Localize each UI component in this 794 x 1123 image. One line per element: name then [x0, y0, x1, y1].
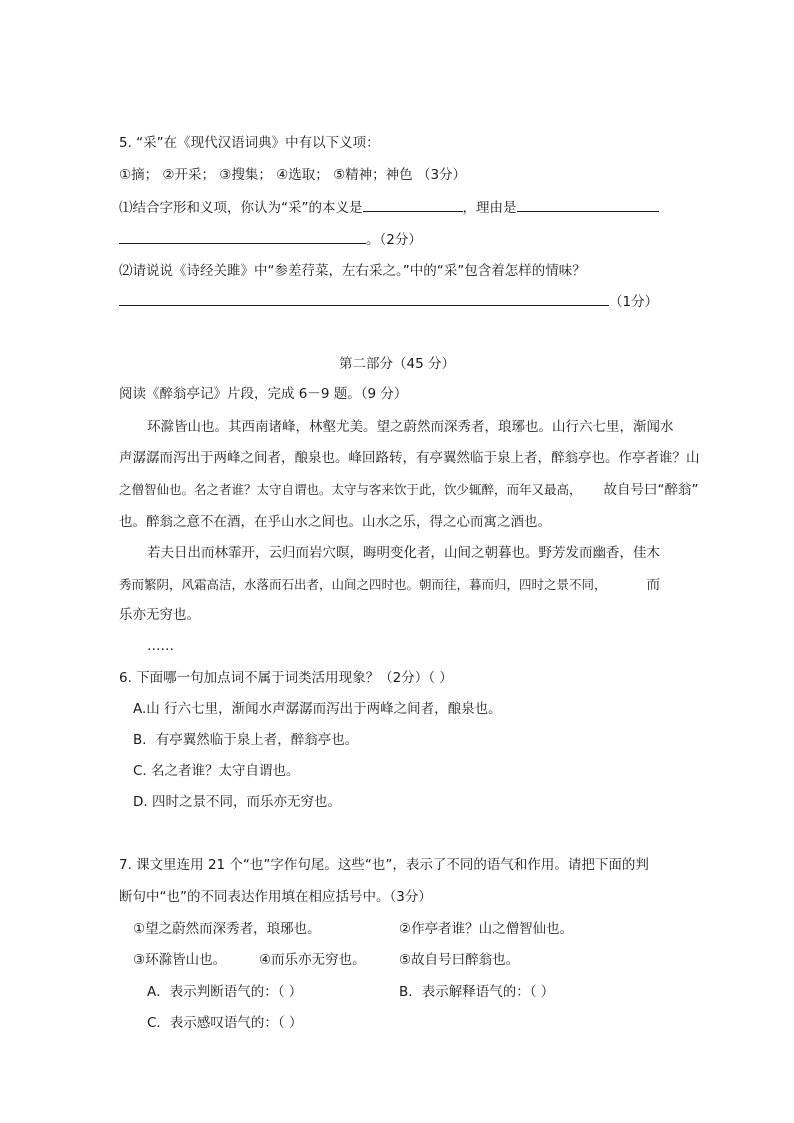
passage-p1-l2: 声潺潺而泻出于两峰之间者，酿泉也。峰回路转，有亭翼然临于泉上者，醉翁亭也。作亭者谁？山 — [119, 450, 700, 466]
q6-option-b[interactable]: B．有亭翼然临于泉上者，醉翁亭也。 — [133, 732, 359, 748]
part2-intro: 阅读《醉翁亭记》片段，完成 6－9 题。（9 分） — [119, 386, 408, 402]
q5-stem: 5. “采”在《现代汉语词典》中有以下义项： — [119, 135, 380, 151]
q7-choice-c[interactable]: C．表示感叹语气的：（ ） — [147, 1015, 303, 1031]
q7-item-3: ③环滁皆山也。 — [133, 952, 227, 968]
q6-option-d[interactable]: D. 四时之景不同，而乐亦无穷也。 — [133, 794, 341, 810]
passage-ellipsis: …… — [147, 638, 174, 654]
q7-item-2: ②作亭者谁？山之僧智仙也。 — [399, 921, 574, 937]
q7-stem-l2: 断句中“也”的不同表达作用填在相应括号中。（3分） — [119, 889, 432, 905]
passage-p2-l2a: 秀而繁阴，风霜高洁，水落而石出者，山间之四时也。朝而往，暮而归，四时之景不同， — [119, 577, 607, 592]
passage-p2-l2 — [119, 575, 660, 595]
q7-item-5: ⑤故自号曰醉翁也。 — [399, 952, 520, 968]
q5-sub2: ⑵请说说《诗经关雎》中“参差荇菜，左右采之。”中的“采”包含着怎样的情味？ — [119, 263, 586, 279]
q7-stem-l1: 7. 课文里连用 21 个“也”字作句尾。这些“也”，表示了不同的语气和作用。请把下面的判 — [119, 857, 649, 873]
q5-answer-blank-4[interactable] — [119, 291, 609, 306]
q6-option-a[interactable]: A.山 行六七里，渐闻水声潺潺而泻出于两峰之间者，酿泉也。 — [133, 701, 502, 717]
q5-answer-blank-1[interactable] — [363, 197, 463, 212]
passage-p1-l4: 也。醉翁之意不在酒，在乎山水之间也。山水之乐，得之心而寓之酒也。 — [119, 514, 551, 530]
q5-answer-blank-2[interactable] — [517, 197, 659, 212]
passage-p2-l1: 若夫日出而林霏开，云归而岩穴暝，晦明变化者，山间之朝暮也。野芳发而幽香，佳木 — [147, 545, 660, 561]
part2-title: 第二部分（45 分） — [339, 356, 455, 372]
q5-sub1-line — [119, 197, 659, 218]
passage-p1-l1: 环滁皆山也。其西南诸峰，林壑尤美。望之蔚然而深秀者，琅琊也。山行六七里，渐闻水 — [147, 419, 674, 435]
q5-sub1-mid: ，理由是 — [462, 200, 517, 216]
passage-p1-l3 — [119, 480, 699, 500]
passage-p2-l3: 乐亦无穷也。 — [119, 607, 200, 623]
q7-item-4: ④而乐亦无穷也。 — [259, 952, 366, 968]
q5-sub2-answer — [119, 291, 658, 312]
q5-meanings: ①摘； ②开采； ③搜集； ④选取； ⑤精神；神色 （3分） — [119, 167, 467, 183]
q7-choice-a[interactable]: A．表示判断语气的：（ ） — [147, 984, 303, 1000]
q5-sub1-cont — [119, 229, 422, 250]
q7-item-1: ①望之蔚然而深秀者，琅琊也。 — [133, 921, 321, 937]
q5-sub2-score: （1分） — [609, 294, 659, 310]
passage-p2-l2b: 而 — [646, 577, 661, 593]
passage-p1-l3b: 故自号曰“醉翁” — [603, 482, 699, 498]
q5-sub1-prefix: ⑴结合字形和义项，你认为“采”的本义是 — [119, 200, 363, 216]
q5-answer-blank-3[interactable] — [119, 229, 366, 244]
q6-option-c[interactable]: C. 名之者谁？太守自谓也。 — [133, 763, 300, 779]
q6-stem: 6. 下面哪一句加点词不属于词类活用现象？（2分）（ ） — [119, 670, 453, 686]
passage-p1-l3a: 之僧智仙也。名之者谁？太守自谓也。太守与客来饮于此，饮少辄醉，而年又最高， — [119, 482, 582, 497]
q5-sub1-suffix: 。（2分） — [366, 232, 422, 248]
q7-choice-b[interactable]: B．表示解释语气的：（ ） — [399, 984, 555, 1000]
